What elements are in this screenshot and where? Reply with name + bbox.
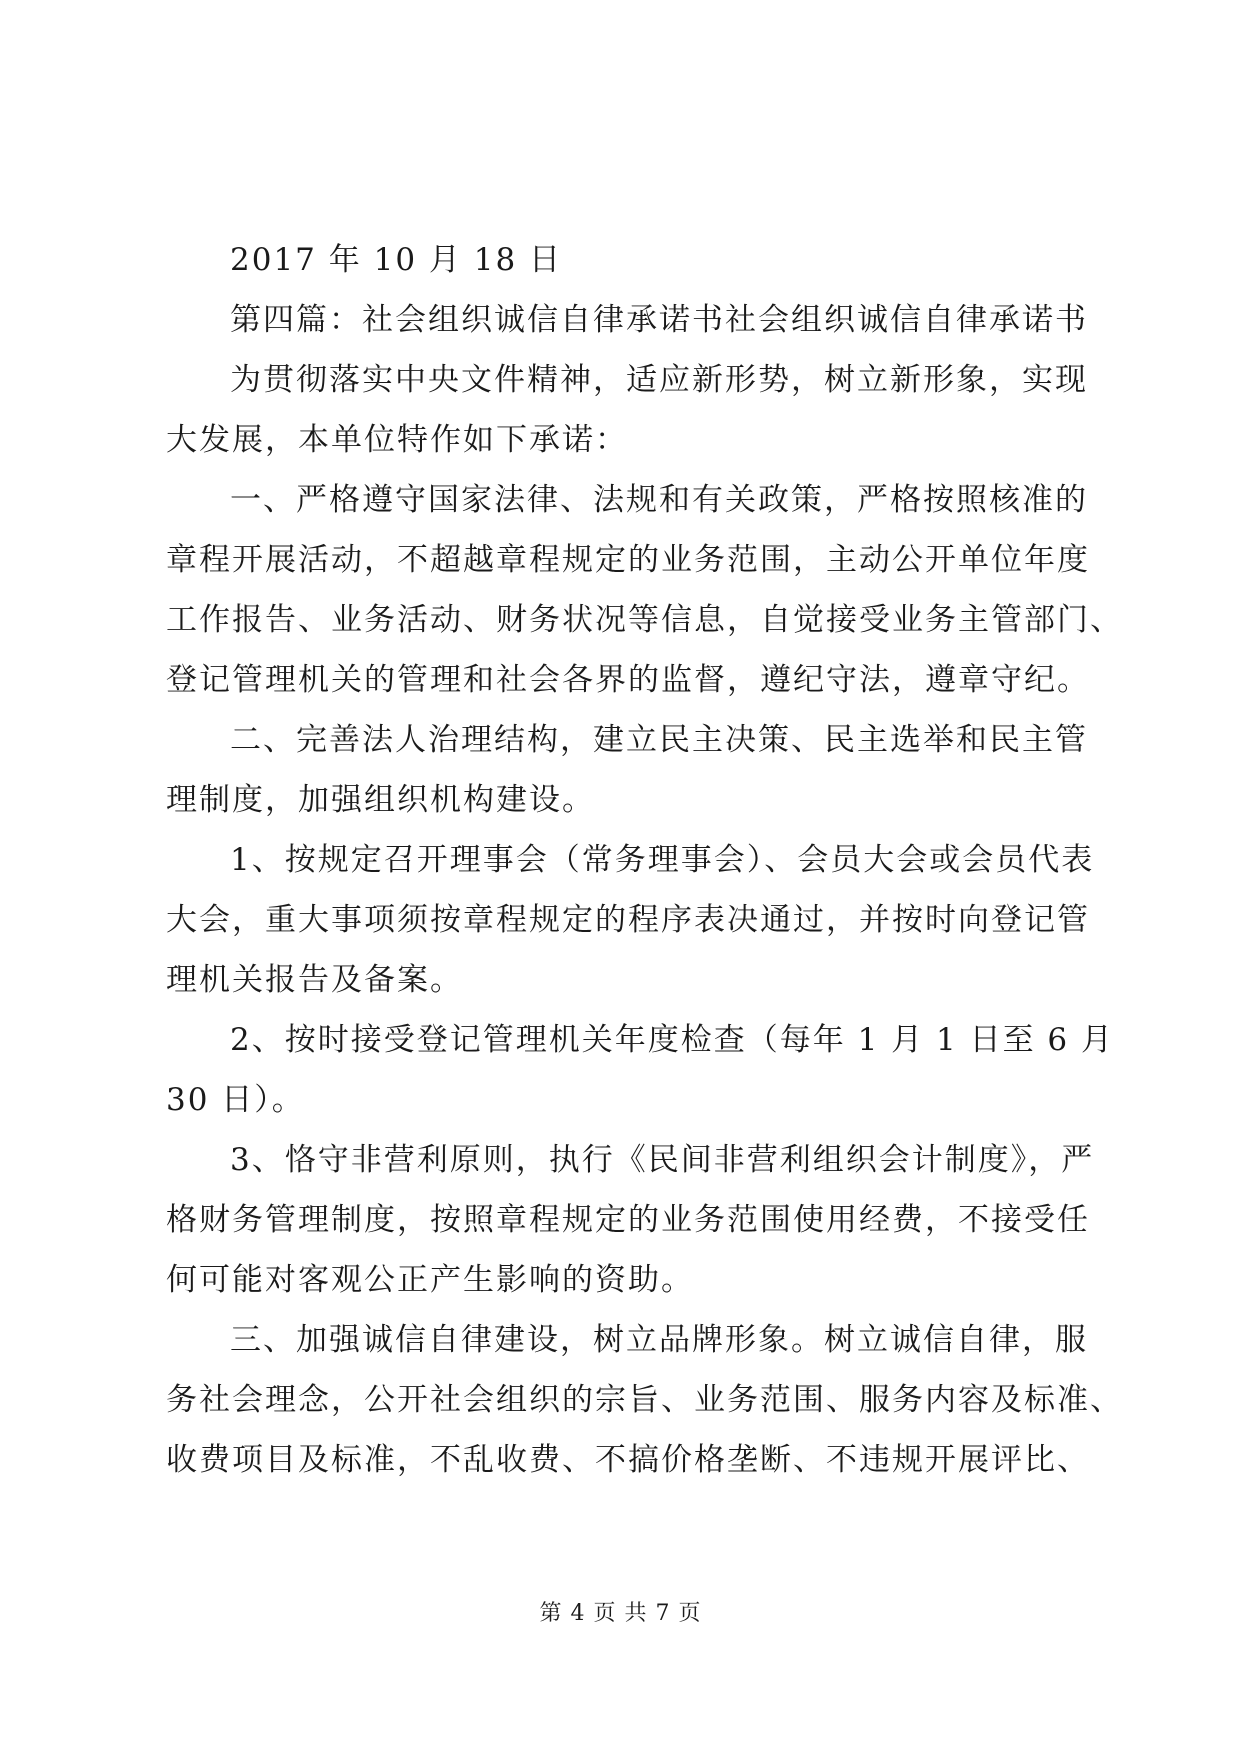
text-line: 收费项目及标准，不乱收费、不搞价格垄断、不违规开展评比、 — [166, 1442, 1090, 1478]
text-line: 何可能对客观公正产生影响的资助。 — [166, 1262, 694, 1298]
text-line: 为贯彻落实中央文件精神，适应新形势，树立新形象，实现 — [230, 362, 1088, 398]
text-line: 2、按时接受登记管理机关年度检查（每年 1 月 1 日至 6 月 — [230, 1022, 1115, 1058]
text-line: 大发展，本单位特作如下承诺： — [166, 422, 628, 458]
page-number-footer: 第 4 页 共 7 页 — [539, 1601, 702, 1626]
text-line: 大会，重大事项须按章程规定的程序表决通过，并按时向登记管 — [166, 902, 1090, 938]
text-line: 3、恪守非营利原则，执行《民间非营利组织会计制度》，严 — [230, 1142, 1095, 1178]
text-line: 一、严格遵守国家法律、法规和有关政策，严格按照核准的 — [230, 482, 1088, 518]
text-line: 格财务管理制度，按照章程规定的业务范围使用经费，不接受任 — [166, 1202, 1090, 1238]
text-line: 工作报告、业务活动、财务状况等信息，自觉接受业务主管部门、 — [166, 602, 1123, 638]
date-line: 2017 年 10 月 18 日 — [230, 242, 563, 278]
section-title: 第四篇：社会组织诚信自律承诺书社会组织诚信自律承诺书 — [230, 302, 1088, 338]
text-line: 务社会理念，公开社会组织的宗旨、业务范围、服务内容及标准、 — [166, 1382, 1123, 1418]
text-line: 理制度，加强组织机构建设。 — [166, 782, 595, 818]
text-line: 三、加强诚信自律建设，树立品牌形象。树立诚信自律，服 — [230, 1322, 1088, 1358]
text-line: 章程开展活动，不超越章程规定的业务范围，主动公开单位年度 — [166, 542, 1090, 578]
document-body — [166, 230, 1123, 1490]
text-line: 理机关报告及备案。 — [166, 962, 463, 998]
text-line: 1、按规定召开理事会（常务理事会）、会员大会或会员代表 — [230, 842, 1095, 878]
text-line: 30 日）。 — [166, 1082, 305, 1118]
text-line: 二、完善法人治理结构，建立民主决策、民主选举和民主管 — [230, 722, 1088, 758]
text-line: 登记管理机关的管理和社会各界的监督，遵纪守法，遵章守纪。 — [166, 662, 1090, 698]
